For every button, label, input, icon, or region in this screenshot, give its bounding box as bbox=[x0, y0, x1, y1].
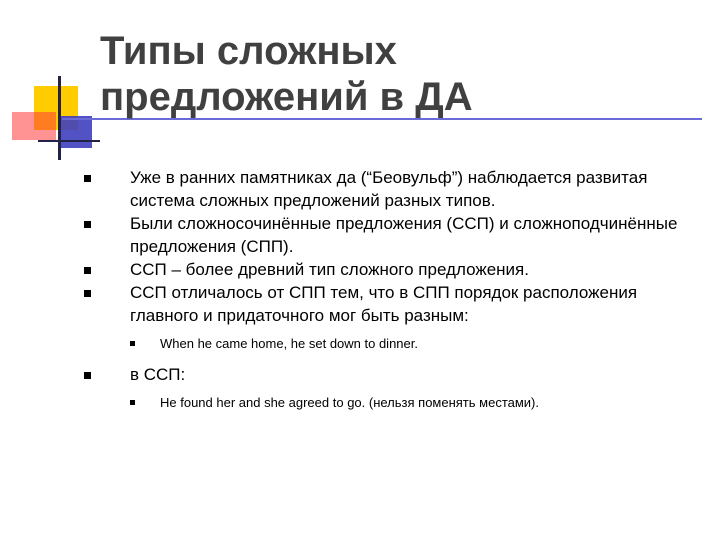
bullet-square-icon bbox=[84, 267, 91, 274]
list-item-text: ССП отличалось от СПП тем, что в СПП порядок расположения главного и придаточного мог быть разным: bbox=[130, 283, 638, 325]
decor-vertical-line bbox=[58, 76, 61, 160]
slide-title bbox=[100, 28, 700, 120]
list-item-text: Уже в ранних памятниках да (“Беовульф”) наблюдается развитая система сложных предложений разных типов. bbox=[130, 168, 648, 210]
decor-blue-square bbox=[58, 116, 92, 148]
decor-red-square bbox=[12, 112, 56, 140]
bullet-square-icon bbox=[84, 221, 91, 228]
list-item-text: в ССП: bbox=[130, 365, 186, 384]
list-item-text: Были сложносочинённые предложения (ССП) и сложноподчинённые предложения (СПП). bbox=[130, 214, 678, 256]
slide-title-line-1: Типы сложных bbox=[100, 29, 397, 73]
list-item bbox=[60, 363, 700, 386]
bullet-square-icon bbox=[84, 372, 91, 379]
sub-list-item-text: When he came home, he set down to dinner. bbox=[160, 336, 418, 351]
sub-list-item bbox=[60, 335, 700, 353]
decor-horizontal-line bbox=[38, 140, 100, 142]
sub-list-item-text: He found her and she agreed to go. (нельзя поменять местами). bbox=[160, 395, 539, 410]
bullet-list bbox=[60, 166, 700, 422]
list-item bbox=[60, 281, 700, 327]
list-item bbox=[60, 258, 700, 281]
slide-title-line-2: предложений в ДА bbox=[100, 75, 473, 119]
list-item-text: ССП – более древний тип сложного предложения. bbox=[130, 260, 529, 279]
sub-list-item bbox=[60, 394, 700, 412]
bullet-square-icon bbox=[130, 400, 135, 405]
bullet-square-icon bbox=[84, 290, 91, 297]
list-item bbox=[60, 166, 700, 212]
bullet-square-icon bbox=[130, 341, 135, 346]
bullet-square-icon bbox=[84, 175, 91, 182]
list-item bbox=[60, 212, 700, 258]
